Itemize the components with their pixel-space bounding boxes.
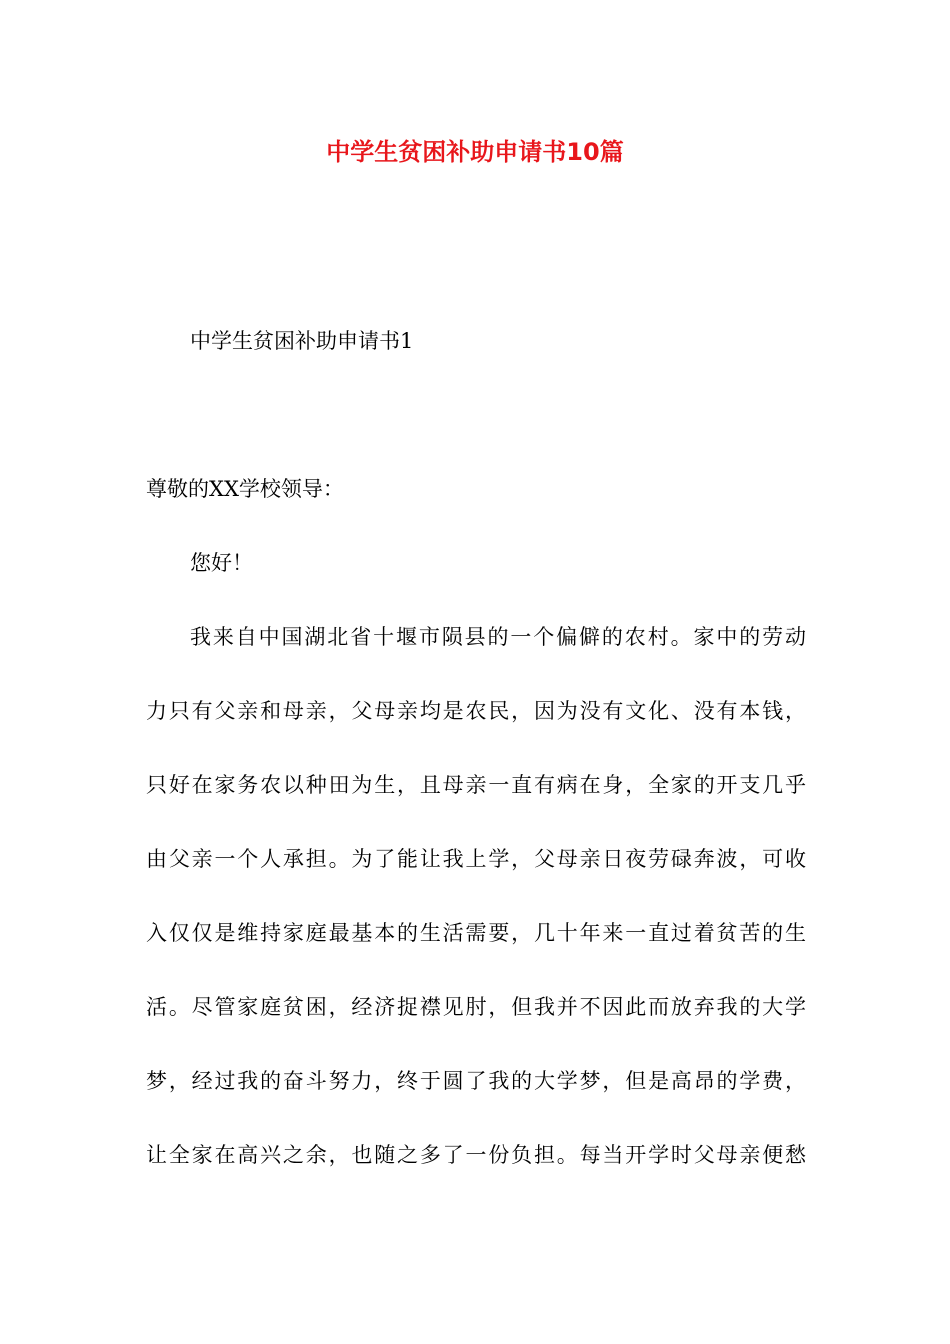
paragraph-line: 梦，经过我的奋斗努力，终于圆了我的大学梦，但是高昂的学费， — [146, 1069, 806, 1093]
paragraph-line: 入仅仅是维持家庭最基本的生活需要，几十年来一直过着贫苦的生 — [146, 921, 806, 945]
paragraph-line: 让全家在高兴之余，也随之多了一份负担。每当开学时父母亲便愁 — [146, 1143, 806, 1167]
paragraph-line: 我来自中国湖北省十堰市陨县的一个偏僻的农村。家中的劳动 — [190, 625, 806, 649]
body-paragraph — [146, 622, 806, 1214]
greeting: 您好！ — [190, 551, 253, 575]
paragraph-line: 由父亲一个人承担。为了能让我上学，父母亲日夜劳碌奔波，可收 — [146, 847, 806, 871]
paragraph-line: 力只有父亲和母亲，父母亲均是农民，因为没有文化、没有本钱， — [146, 699, 806, 723]
section-heading: 中学生贫困补助申请书1 — [190, 329, 414, 353]
paragraph-line: 只好在家务农以种田为生，且母亲一直有病在身，全家的开支几乎 — [146, 773, 806, 797]
salutation: 尊敬的XX学校领导： — [146, 477, 344, 501]
document-title: 中学生贫困补助申请书10篇 — [326, 138, 624, 166]
paragraph-line: 活。尽管家庭贫困，经济捉襟见肘，但我并不因此而放弃我的大学 — [146, 995, 806, 1019]
